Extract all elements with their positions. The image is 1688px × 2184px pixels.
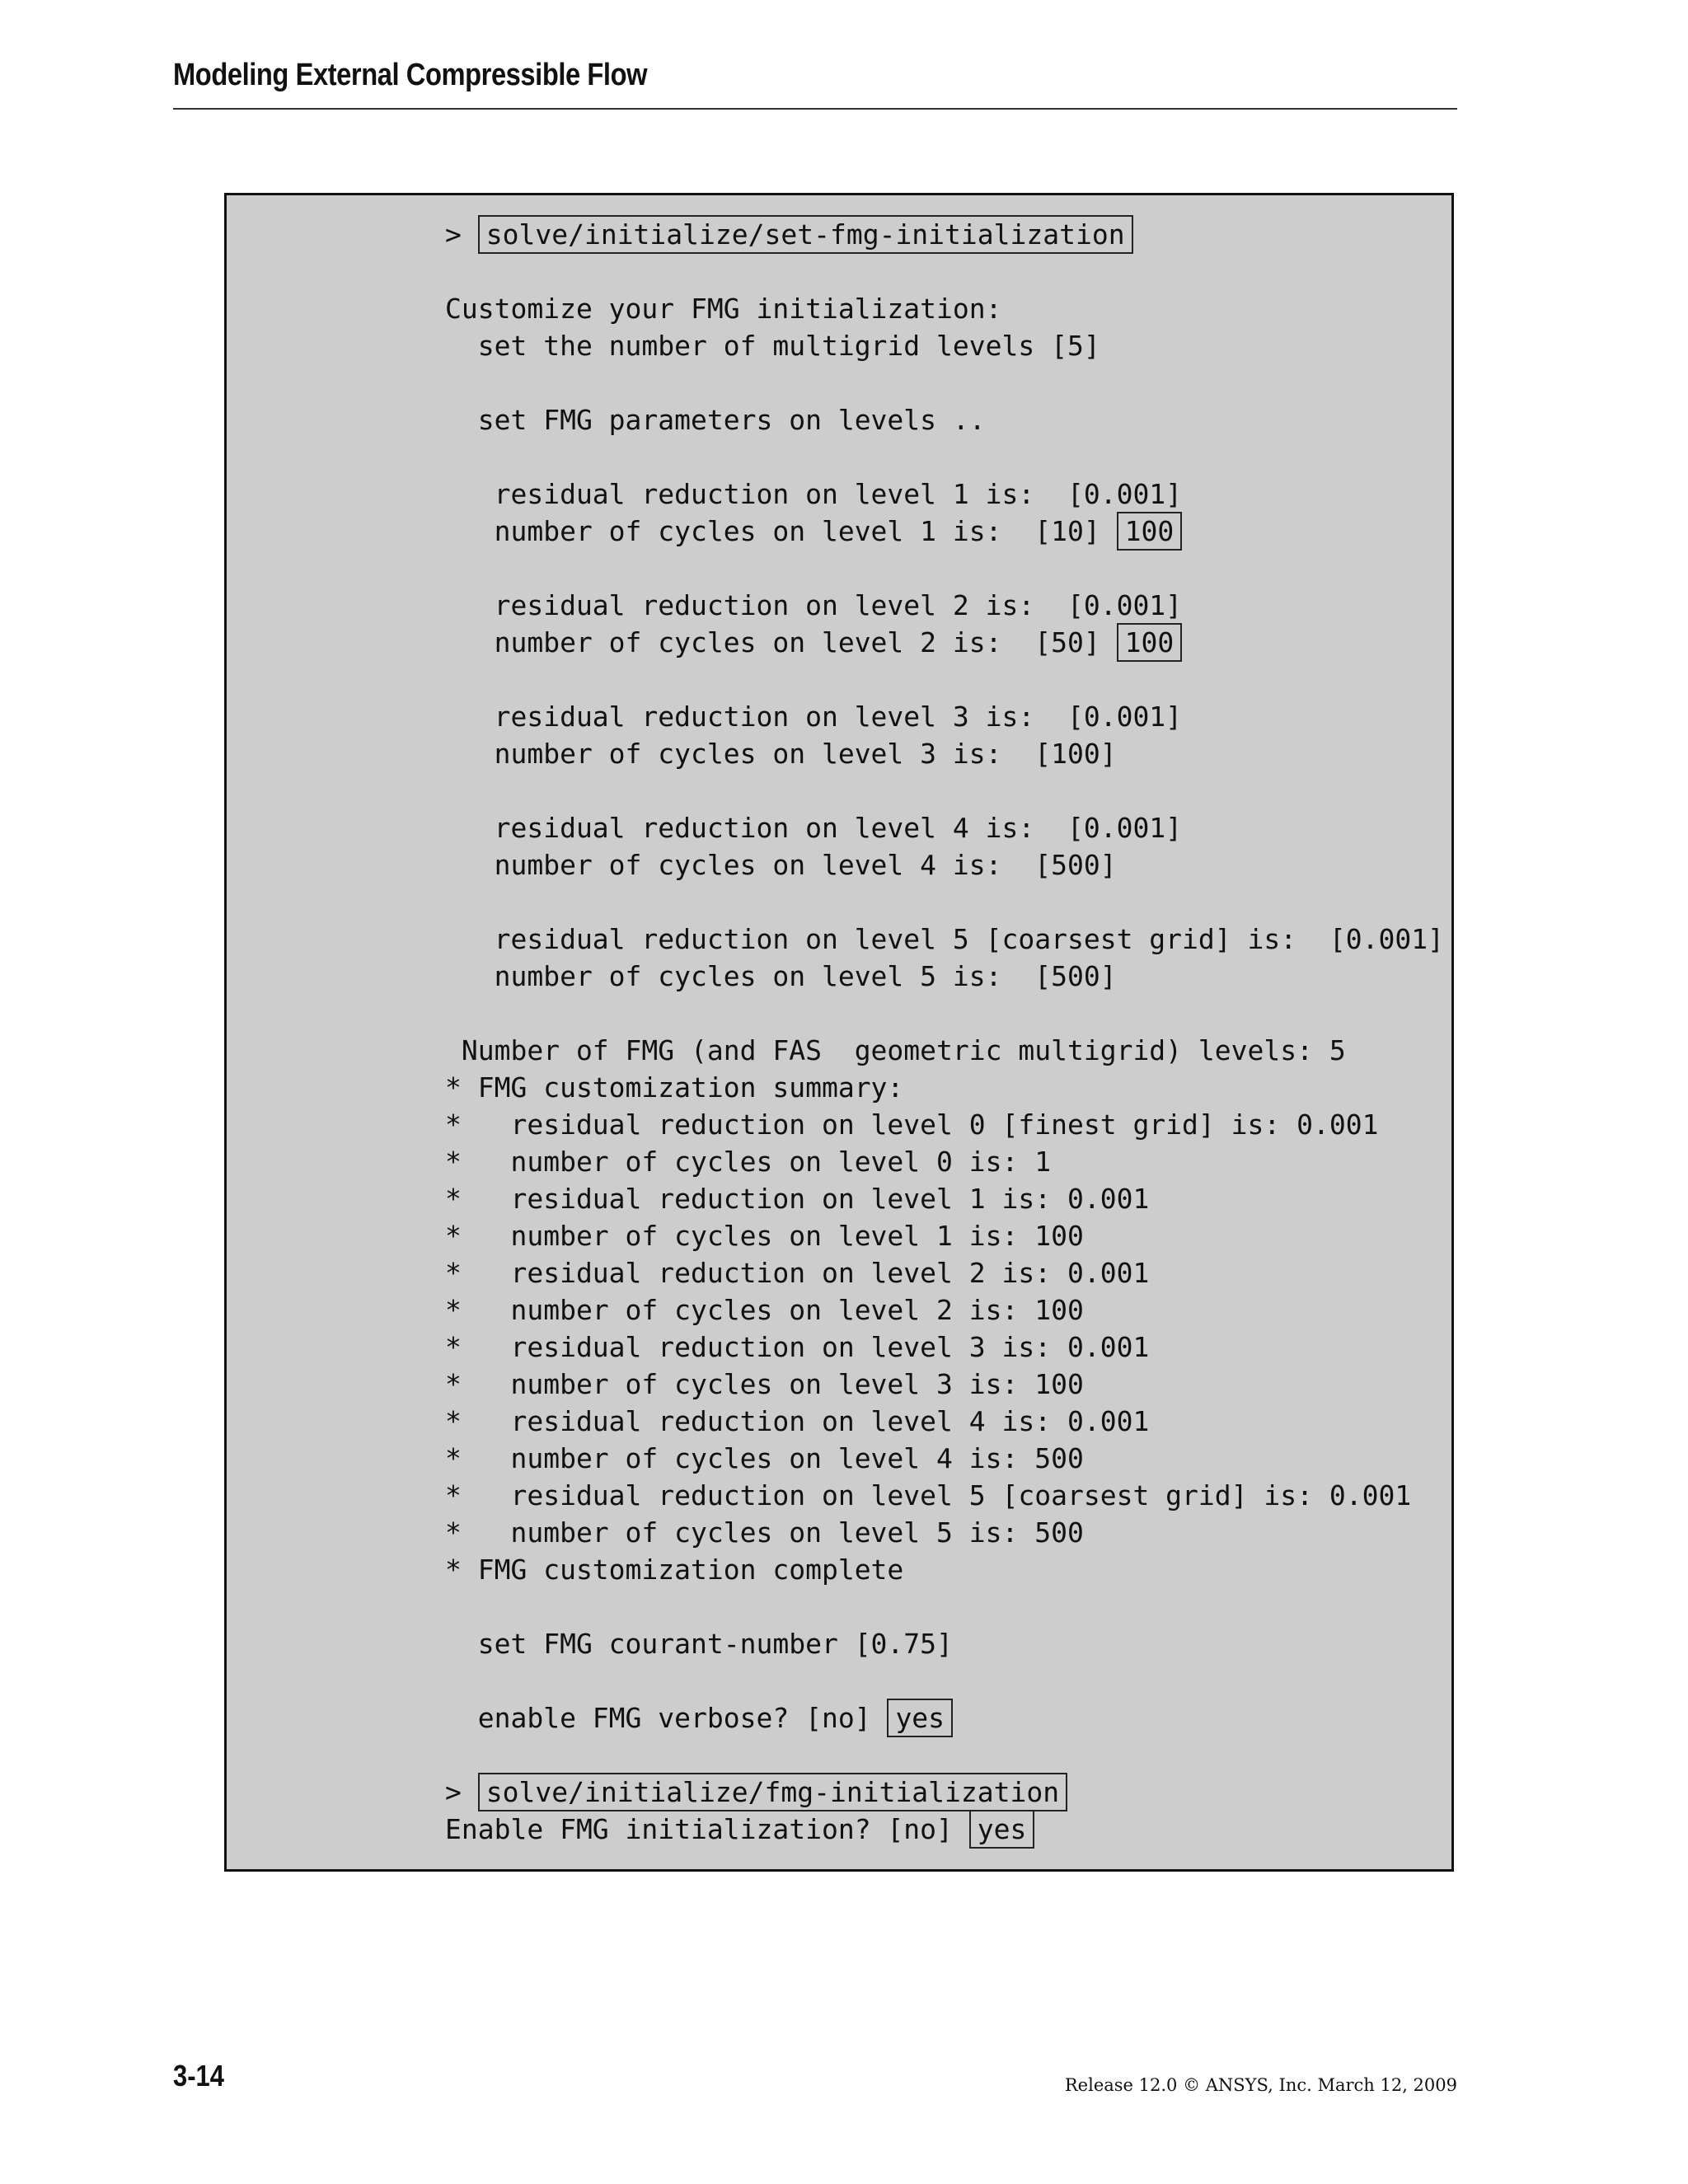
console-line bbox=[445, 1180, 1444, 1217]
console-user-input: solve/initialize/set-fmg-initialization bbox=[478, 215, 1133, 254]
console-line bbox=[445, 1774, 1444, 1811]
console-line-text: * number of cycles on level 4 is: 500 bbox=[445, 1442, 1084, 1474]
console-line bbox=[445, 253, 1444, 290]
console-line-text: residual reduction on level 5 [coarsest grid] is: [0.001] bbox=[445, 923, 1444, 955]
console-line bbox=[445, 1254, 1444, 1291]
console-line bbox=[445, 1106, 1444, 1143]
console-line bbox=[445, 1032, 1444, 1069]
console-line bbox=[445, 513, 1444, 550]
console-line-text: * residual reduction on level 1 is: 0.001 bbox=[445, 1183, 1150, 1215]
console-line-text: residual reduction on level 3 is: [0.001] bbox=[445, 701, 1183, 733]
console-line bbox=[445, 550, 1444, 587]
console-line-text: * residual reduction on level 4 is: 0.001 bbox=[445, 1405, 1150, 1437]
console-line bbox=[445, 661, 1444, 698]
console-line-text: set FMG parameters on levels .. bbox=[445, 404, 986, 436]
console-line-text: set FMG courant-number [0.75] bbox=[445, 1628, 953, 1660]
release-notice: Release 12.0 © ANSYS, Inc. March 12, 2009 bbox=[1064, 2075, 1457, 2095]
console-line-text: * residual reduction on level 3 is: 0.001 bbox=[445, 1331, 1150, 1363]
console-line bbox=[445, 216, 1444, 253]
console-line-text: number of cycles on level 3 is: [100] bbox=[445, 738, 1117, 770]
console-user-input: 100 bbox=[1117, 623, 1183, 662]
console-user-input: 100 bbox=[1117, 512, 1183, 551]
console-line bbox=[445, 1811, 1444, 1848]
console-line bbox=[445, 401, 1444, 438]
console-line bbox=[445, 1514, 1444, 1551]
header-rule bbox=[173, 108, 1457, 110]
console-line-text: number of cycles on level 1 is: [10] bbox=[445, 515, 1117, 547]
console-line bbox=[445, 995, 1444, 1032]
console-line-text: > bbox=[445, 1776, 478, 1808]
console-line bbox=[445, 735, 1444, 772]
console-line-text: residual reduction on level 4 is: [0.001] bbox=[445, 812, 1183, 844]
console-line-text: * number of cycles on level 3 is: 100 bbox=[445, 1368, 1084, 1400]
console-line-text: * number of cycles on level 2 is: 100 bbox=[445, 1294, 1084, 1326]
console-line-text: * number of cycles on level 0 is: 1 bbox=[445, 1146, 1052, 1178]
page-header-title: Modeling External Compressible Flow bbox=[173, 58, 648, 92]
console-line bbox=[445, 772, 1444, 809]
console-line bbox=[445, 698, 1444, 735]
console-line bbox=[445, 327, 1444, 364]
console-line-text: set the number of multigrid levels [5] bbox=[445, 330, 1100, 362]
console-line-text: Customize your FMG initialization: bbox=[445, 293, 1002, 325]
console-line-text: enable FMG verbose? [no] bbox=[445, 1702, 888, 1734]
console-listing bbox=[445, 216, 1444, 1848]
console-line-text: * FMG customization summary: bbox=[445, 1071, 904, 1104]
console-line bbox=[445, 476, 1444, 513]
console-line-text: residual reduction on level 2 is: [0.001] bbox=[445, 589, 1183, 621]
console-line-text: * residual reduction on level 2 is: 0.001 bbox=[445, 1257, 1150, 1289]
console-line-text: number of cycles on level 2 is: [50] bbox=[445, 626, 1117, 658]
console-line-text: number of cycles on level 4 is: [500] bbox=[445, 849, 1117, 881]
console-line bbox=[445, 1069, 1444, 1106]
console-line-text: * residual reduction on level 0 [finest grid] is: 0.001 bbox=[445, 1108, 1379, 1141]
console-user-input: yes bbox=[969, 1810, 1035, 1849]
console-user-input: solve/initialize/fmg-initialization bbox=[478, 1773, 1067, 1811]
console-line bbox=[445, 1477, 1444, 1514]
console-line-text: * FMG customization complete bbox=[445, 1554, 904, 1586]
console-line bbox=[445, 809, 1444, 846]
console-line bbox=[445, 1217, 1444, 1254]
console-line-text: Enable FMG initialization? [no] bbox=[445, 1813, 969, 1845]
console-line bbox=[445, 438, 1444, 476]
console-line bbox=[445, 1588, 1444, 1625]
console-line bbox=[445, 1736, 1444, 1774]
console-line bbox=[445, 290, 1444, 327]
console-line bbox=[445, 1551, 1444, 1588]
console-line-text: Number of FMG (and FAS geometric multigrid) levels: 5 bbox=[445, 1034, 1346, 1066]
console-line-text: * number of cycles on level 5 is: 500 bbox=[445, 1516, 1084, 1549]
console-line bbox=[445, 1625, 1444, 1662]
console-line bbox=[445, 1291, 1444, 1329]
console-line bbox=[445, 1662, 1444, 1699]
console-line bbox=[445, 1329, 1444, 1366]
console-line bbox=[445, 587, 1444, 624]
console-line bbox=[445, 364, 1444, 401]
console-line bbox=[445, 1143, 1444, 1180]
console-line bbox=[445, 624, 1444, 661]
console-line-text: number of cycles on level 5 is: [500] bbox=[445, 960, 1117, 992]
console-line bbox=[445, 1403, 1444, 1440]
console-line bbox=[445, 1699, 1444, 1736]
console-line bbox=[445, 883, 1444, 921]
console-line bbox=[445, 846, 1444, 883]
console-line-text: > bbox=[445, 218, 478, 251]
page-number: 3-14 bbox=[173, 2059, 224, 2093]
console-line-text: * number of cycles on level 1 is: 100 bbox=[445, 1220, 1084, 1252]
console-user-input: yes bbox=[887, 1699, 953, 1737]
console-line-text: * residual reduction on level 5 [coarsest grid] is: 0.001 bbox=[445, 1479, 1412, 1511]
console-line bbox=[445, 1440, 1444, 1477]
console-line bbox=[445, 921, 1444, 958]
console-line bbox=[445, 958, 1444, 995]
console-line bbox=[445, 1366, 1444, 1403]
console-line-text: residual reduction on level 1 is: [0.001] bbox=[445, 478, 1183, 510]
